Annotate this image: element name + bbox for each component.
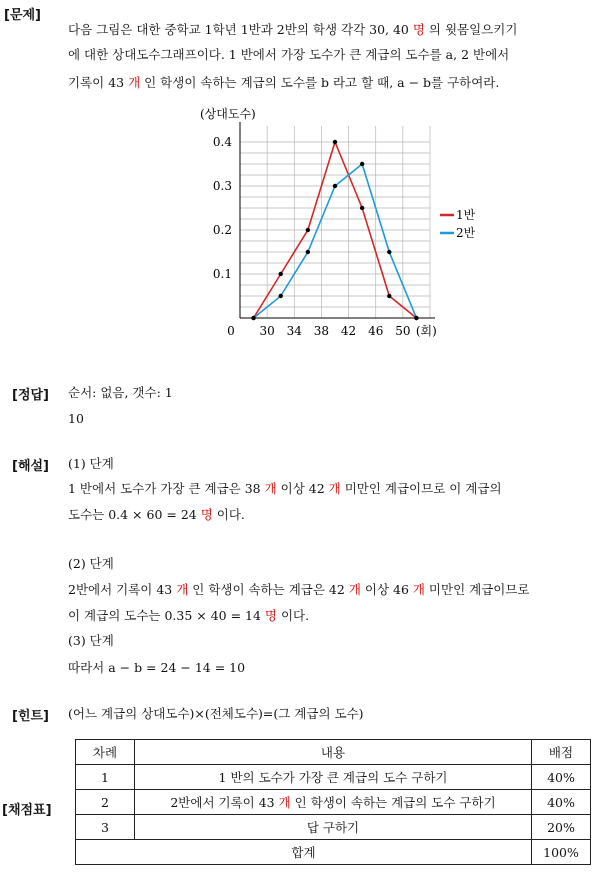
header-points: 배점 <box>532 740 591 765</box>
answer-value: 10 <box>68 411 84 426</box>
data-point <box>306 250 310 254</box>
solution-step-1-line-1: 1 반에서 도수가 가장 큰 계급은 38 개 이상 42 개 미만인 계급이므로 이 계급의 <box>68 481 502 496</box>
chart-axes <box>240 122 435 318</box>
problem-line-3: 기록이 43 개 인 학생이 속하는 계급의 도수를 b 라고 할 때, a − b를 구하여라. <box>68 75 500 90</box>
row-num: 2 <box>76 790 135 815</box>
data-point <box>333 140 337 144</box>
row-content: 2반에서 기록이 43 개 인 학생이 속하는 계급의 도수 구하기 <box>135 790 532 815</box>
row-points: 40% <box>532 790 591 815</box>
answer-meta: 순서: 없음, 갯수: 1 <box>68 385 173 400</box>
total-row <box>76 840 591 865</box>
hint-text: (어느 계급의 상대도수)×(전체도수)=(그 계급의 도수) <box>68 706 364 721</box>
row-num: 3 <box>76 815 135 840</box>
data-point <box>387 294 391 298</box>
y-tick-label: 0.3 <box>212 179 232 193</box>
row-content: 답 구하기 <box>135 815 532 840</box>
x-tick-label: 50 <box>395 324 411 338</box>
solution-label: [해설] <box>12 459 49 474</box>
chart-grid <box>240 126 430 318</box>
data-point <box>306 228 310 232</box>
table-row <box>76 765 591 790</box>
y-tick-label: 0.1 <box>212 267 232 281</box>
solution-step-1-line-2: 도수는 0.4 × 60 = 24 명 이다. <box>68 507 245 522</box>
row-content: 1 반의 도수가 가장 큰 계급의 도수 구하기 <box>135 765 532 790</box>
data-point <box>414 316 418 320</box>
data-point <box>360 206 364 210</box>
x-axis-unit: (회) <box>415 324 437 338</box>
hint-label: [힌트] <box>12 709 49 724</box>
answer-label: [정답] <box>12 388 49 403</box>
solution-step-3-line-1: 따라서 a − b = 24 − 14 = 10 <box>68 660 246 675</box>
problem-line-2: 에 대한 상대도수그래프이다. 1 반에서 가장 도수가 큰 계급의 도수를 a, 2 반에서 <box>68 47 510 62</box>
scoring-table <box>75 739 591 865</box>
problem-label: [문제] <box>4 8 41 23</box>
x-tick-label: 46 <box>368 324 384 338</box>
total-label: 합계 <box>76 840 532 865</box>
row-points: 20% <box>532 815 591 840</box>
x-tick-label: 42 <box>340 324 357 338</box>
row-num: 1 <box>76 765 135 790</box>
x-tick-label: 30 <box>259 324 275 338</box>
y-axis-label: (상대도수) <box>200 107 256 121</box>
table-row <box>76 815 591 840</box>
legend-label: 1반 <box>456 208 476 222</box>
data-point <box>387 250 391 254</box>
data-point <box>279 272 283 276</box>
scoring-header-row <box>76 740 591 765</box>
solution-step-2-line-2: 이 계급의 도수는 0.35 × 40 = 14 명 이다. <box>68 608 310 623</box>
y-tick-label: 0.2 <box>212 223 232 237</box>
total-points: 100% <box>532 840 591 865</box>
x-tick-label: 38 <box>313 324 330 338</box>
chart-legend <box>440 207 476 240</box>
table-row <box>76 790 591 815</box>
chart-tick-labels <box>200 106 437 338</box>
header-order: 차례 <box>76 740 135 765</box>
x-tick-label: 34 <box>286 324 302 338</box>
solution-step-1: (1) 단계 <box>68 456 114 471</box>
header-content: 내용 <box>135 740 532 765</box>
y-tick-label: 0.4 <box>212 135 232 149</box>
scoring-label: [채점표] <box>2 803 52 818</box>
solution-step-3: (3) 단계 <box>68 633 114 648</box>
data-point <box>333 184 337 188</box>
row-points: 40% <box>532 765 591 790</box>
solution-step-2: (2) 단계 <box>68 556 114 571</box>
solution-step-2-line-1: 2반에서 기록이 43 개 인 학생이 속하는 계급은 42 개 이상 46 개 미만인 계급이므로 <box>68 582 530 597</box>
relative-frequency-chart <box>190 100 476 340</box>
legend-label: 2반 <box>456 226 476 240</box>
origin-label: 0 <box>227 324 235 338</box>
problem-line-1: 다음 그림은 대한 중학교 1학년 1반과 2반의 학생 각각 30, 40 명 의 윗몸일으키기 <box>68 22 518 37</box>
data-point <box>360 162 364 166</box>
data-point <box>279 294 283 298</box>
data-point <box>251 316 255 320</box>
